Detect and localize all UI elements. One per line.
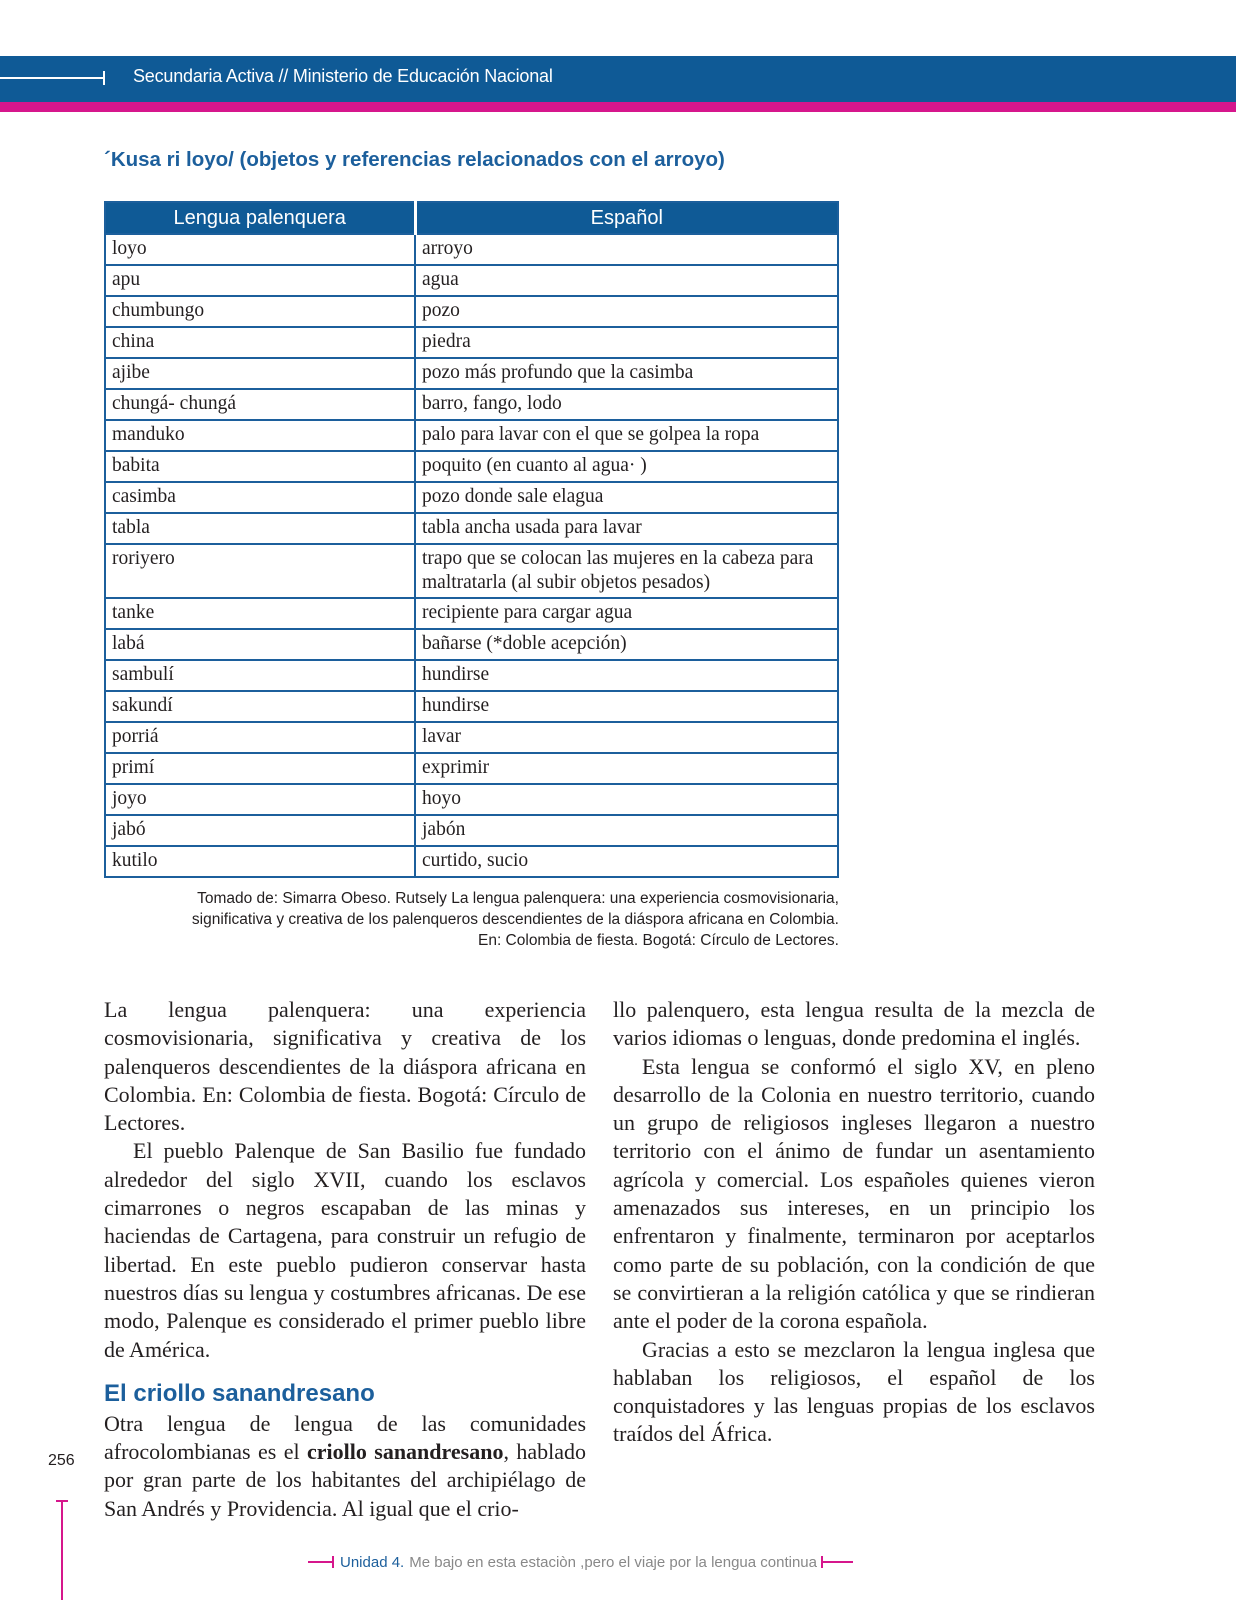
footer-rule-left (308, 1561, 334, 1563)
palenquera-word-cell: labá (105, 629, 415, 660)
palenquera-word-cell: tabla (105, 513, 415, 544)
table-row (105, 296, 838, 327)
palenquera-word-cell: casimba (105, 482, 415, 513)
table-row (105, 544, 838, 598)
table-row (105, 265, 838, 296)
spanish-meaning-cell: agua (415, 265, 838, 296)
table-row (105, 482, 838, 513)
footer-unit-text: Me bajo en esta estaciòn ,pero el viaje por la lengua continua (409, 1553, 817, 1571)
header-title: Secundaria Activa // Ministerio de Educación Nacional (133, 66, 553, 86)
table-caption (160, 888, 839, 951)
table-row (105, 598, 838, 629)
palenquera-word-cell: joyo (105, 784, 415, 815)
body-text: , hablado por gran parte de los habitantes del archipiélago de San Andrés y Providencia. Al igual que el crio- (104, 1439, 587, 1521)
footer-unit-label: Unidad 4. (340, 1553, 405, 1571)
spanish-meaning-cell: pozo donde sale elagua (415, 482, 838, 513)
caption-line: significativa y creativa de los palenqueros descendientes de la diáspora africana en Colombia. (191, 911, 839, 928)
table-row (105, 389, 838, 420)
table-row (105, 420, 838, 451)
right-text-column (613, 996, 1095, 1449)
palenquera-word-cell: sakundí (105, 691, 415, 722)
spanish-meaning-cell: lavar (415, 722, 838, 753)
table-row (105, 327, 838, 358)
spanish-meaning-cell: recipiente para cargar agua (415, 598, 838, 629)
vocabulary-table (104, 201, 839, 878)
spanish-meaning-cell: poquito (en cuanto al agua· ) (415, 451, 838, 482)
spanish-meaning-cell: bañarse (*doble acepción) (415, 629, 838, 660)
table-row (105, 691, 838, 722)
column-header-palenquera: Lengua palenquera (105, 202, 415, 234)
section-heading: El criollo sanandresano (104, 1379, 375, 1407)
margin-line (61, 1500, 63, 1600)
palenquera-word-cell: chungá- chungá (105, 389, 415, 420)
spanish-meaning-cell: jabón (415, 815, 838, 846)
table-row (105, 660, 838, 691)
body-paragraph (104, 1410, 586, 1523)
body-paragraph: Esta lengua se conformó el siglo XV, en pleno desarrollo de la Colonia en nuestro territorio, cuando un grupo de religiosos ingleses llegaron a nuestro territorio con el ánimo de fundar un asentamiento agrícola y comercial. Los españoles quienes vieron amenazados sus intereses, en un principio los enfrentaron y finalmente, terminaron por aceptarlos como parte de su población, con la condición de que se convirtieran a la religión católica y que se rindieran ante el poder de la corona española. (613, 1053, 1095, 1334)
body-paragraph: La lengua palenquera: una experiencia cosmovisionaria, significativa y creativa de los palenqueros descendientes de la diáspora africana en Colombia. En: Colombia de fiesta. Bogotá: Círculo de Lectores. (104, 997, 586, 1136)
spanish-meaning-cell: tabla ancha usada para lavar (415, 513, 838, 544)
left-text-column (104, 996, 586, 1523)
table-row (105, 451, 838, 482)
table-row (105, 513, 838, 544)
table-row (105, 629, 838, 660)
table-header-row (105, 202, 838, 234)
table-row (105, 846, 838, 877)
palenquera-word-cell: primí (105, 753, 415, 784)
palenquera-word-cell: china (105, 327, 415, 358)
table-body (105, 234, 838, 877)
palenquera-word-cell: loyo (105, 234, 415, 265)
bold-term: criollo sanandresano (307, 1439, 504, 1465)
column-header-espanol: Español (415, 202, 838, 234)
body-paragraph: llo palenquero, esta lengua resulta de la mezcla de varios idiomas o lenguas, donde predomina el inglés. (613, 997, 1095, 1051)
header-accent-stripe (0, 102, 1236, 112)
spanish-meaning-cell: palo para lavar con el que se golpea la ropa (415, 420, 838, 451)
header-rule-tick (103, 71, 105, 85)
palenquera-word-cell: kutilo (105, 846, 415, 877)
spanish-meaning-cell: exprimir (415, 753, 838, 784)
footer (308, 1551, 853, 1573)
spanish-meaning-cell: hundirse (415, 691, 838, 722)
header-rule (0, 77, 104, 79)
palenquera-word-cell: porriá (105, 722, 415, 753)
spanish-meaning-cell: trapo que se colocan las mujeres en la cabeza para maltratarla (al subir objetos pesados) (415, 544, 838, 598)
table-row (105, 358, 838, 389)
spanish-meaning-cell: pozo (415, 296, 838, 327)
palenquera-word-cell: chumbungo (105, 296, 415, 327)
footer-rule-right (821, 1561, 853, 1563)
palenquera-word-cell: ajibe (105, 358, 415, 389)
spanish-meaning-cell: hundirse (415, 660, 838, 691)
page-number: 256 (48, 1452, 75, 1469)
palenquera-word-cell: manduko (105, 420, 415, 451)
spanish-meaning-cell: pozo más profundo que la casimba (415, 358, 838, 389)
table-row (105, 784, 838, 815)
table-row (105, 753, 838, 784)
spanish-meaning-cell: arroyo (415, 234, 838, 265)
caption-line: En: Colombia de fiesta. Bogotá: Círculo de Lectores. (477, 932, 839, 949)
spanish-meaning-cell: hoyo (415, 784, 838, 815)
body-paragraph: Gracias a esto se mezclaron la lengua inglesa que hablaban los religiosos, el español de los conquistadores y las lenguas propias de los esclavos traídos del África. (613, 1336, 1095, 1447)
table-row (105, 815, 838, 846)
spanish-meaning-cell: barro, fango, lodo (415, 389, 838, 420)
palenquera-word-cell: sambulí (105, 660, 415, 691)
palenquera-word-cell: babita (105, 451, 415, 482)
spanish-meaning-cell: curtido, sucio (415, 846, 838, 877)
table-title: ´Kusa ri loyo/ (objetos y referencias relacionados con el arroyo) (104, 148, 725, 171)
palenquera-word-cell: apu (105, 265, 415, 296)
spanish-meaning-cell: piedra (415, 327, 838, 358)
palenquera-word-cell: roriyero (105, 544, 415, 598)
body-text: Otra lengua de lengua de las comunidades afrocolombianas es el (104, 1410, 586, 1465)
palenquera-word-cell: tanke (105, 598, 415, 629)
table-row (105, 234, 838, 265)
table-row (105, 722, 838, 753)
body-paragraph: El pueblo Palenque de San Basilio fue fundado alrededor del siglo XVII, cuando los esclavos cimarrones o negros escapaban de las minas y haciendas de Cartagena, para construir un refugio de libertad. En este pueblo pudieron conservar hasta nuestros días su lengua y costumbres africanas. De ese modo, Palenque es considerado el primer pueblo libre de América. (104, 1138, 586, 1362)
palenquera-word-cell: jabó (105, 815, 415, 846)
caption-line: Tomado de: Simarra Obeso. Rutsely La lengua palenquera: una experiencia cosmovisionaria, (197, 890, 839, 907)
